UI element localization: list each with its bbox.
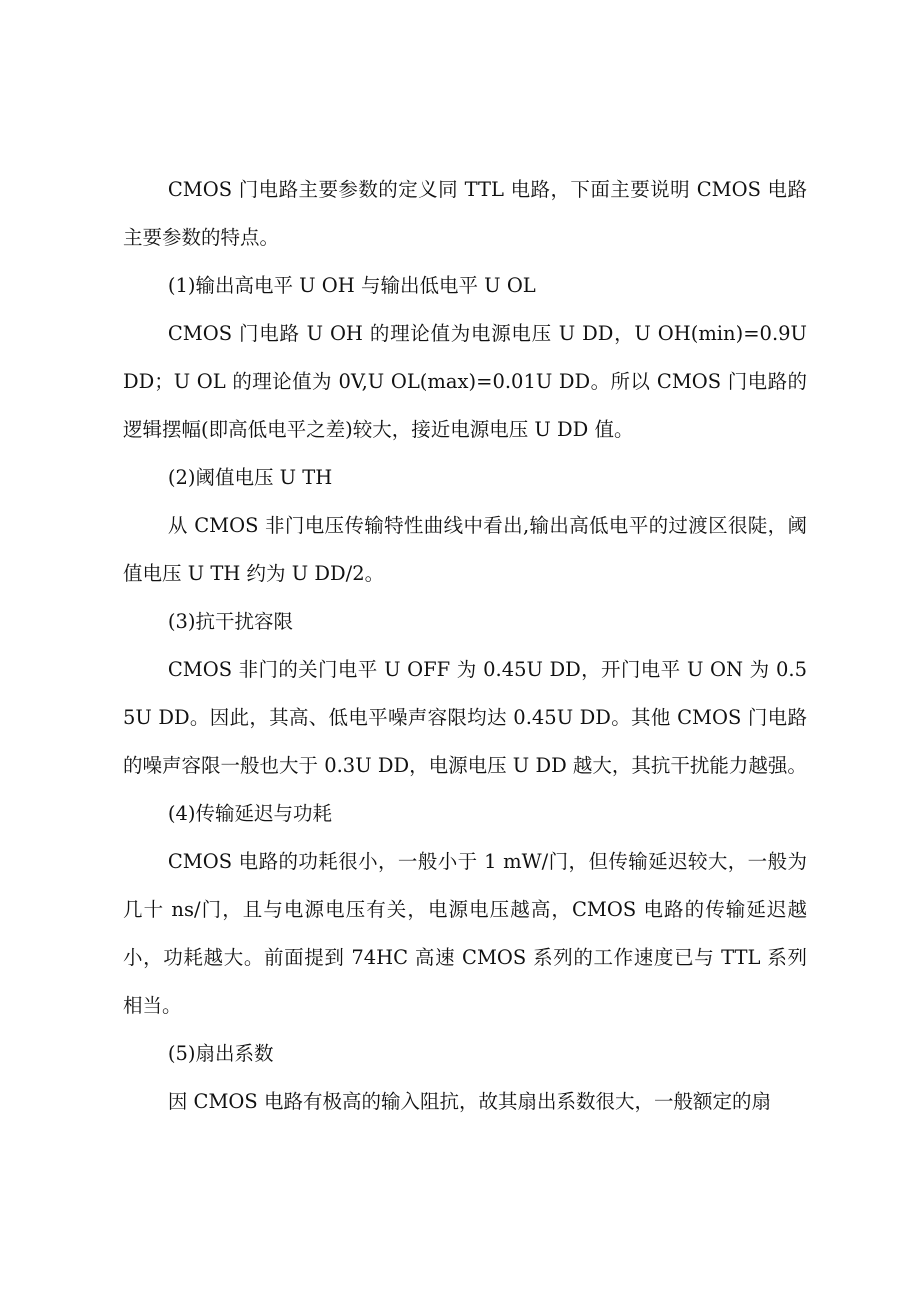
heading-fan-out: (5)扇出系数 (167, 1042, 274, 1065)
paragraph-fan-out: 因 CMOS 电路有极高的输入阻抗，故其扇出系数很大，一般额定的扇 (167, 1090, 771, 1113)
heading-noise-margin: (3)抗干扰容限 (167, 610, 293, 633)
paragraph-delay-power: CMOS 电路的功耗很小，一般小于 1 mW/门，但传输延迟较大，一般为几十 ns/门，且与电源电压有关，电源电压越高，CMOS 电路的传输延迟越小，功耗越大。前面提到 74HC 高速 CMOS 系列的工作速度已与 TTL 系列相当。 (123, 850, 807, 1017)
paragraph-intro: CMOS 门电路主要参数的定义同 TTL 电路，下面主要说明 CMOS 电路主要参数的特点。 (123, 178, 807, 249)
heading-threshold-voltage: (2)阈值电压 U TH (167, 466, 333, 489)
heading-delay-power: (4)传输延迟与功耗 (167, 802, 332, 825)
paragraph-output-levels: CMOS 门电路 U OH 的理论值为电源电压 U DD，U OH(min)=0.9U DD；U OL 的理论值为 0V,U OL(max)=0.01U DD。所以 CMOS 门电路的逻辑摆幅(即高低电平之差)较大，接近电源电压 U DD 值。 (123, 322, 807, 441)
paragraph-threshold-voltage: 从 CMOS 非门电压传输特性曲线中看出,输出高低电平的过渡区很陡，阈值电压 U TH 约为 U DD/2。 (123, 514, 807, 585)
document-body (123, 166, 807, 1126)
paragraph-noise-margin: CMOS 非门的关门电平 U OFF 为 0.45U DD，开门电平 U ON 为 0.55U DD。因此，其高、低电平噪声容限均达 0.45U DD。其他 CMOS 门电路的噪声容限一般也大于 0.3U DD，电源电压 U DD 越大，其抗干扰能力越强。 (123, 658, 807, 777)
heading-output-levels: (1)输出高电平 U OH 与输出低电平 U OL (167, 274, 536, 297)
